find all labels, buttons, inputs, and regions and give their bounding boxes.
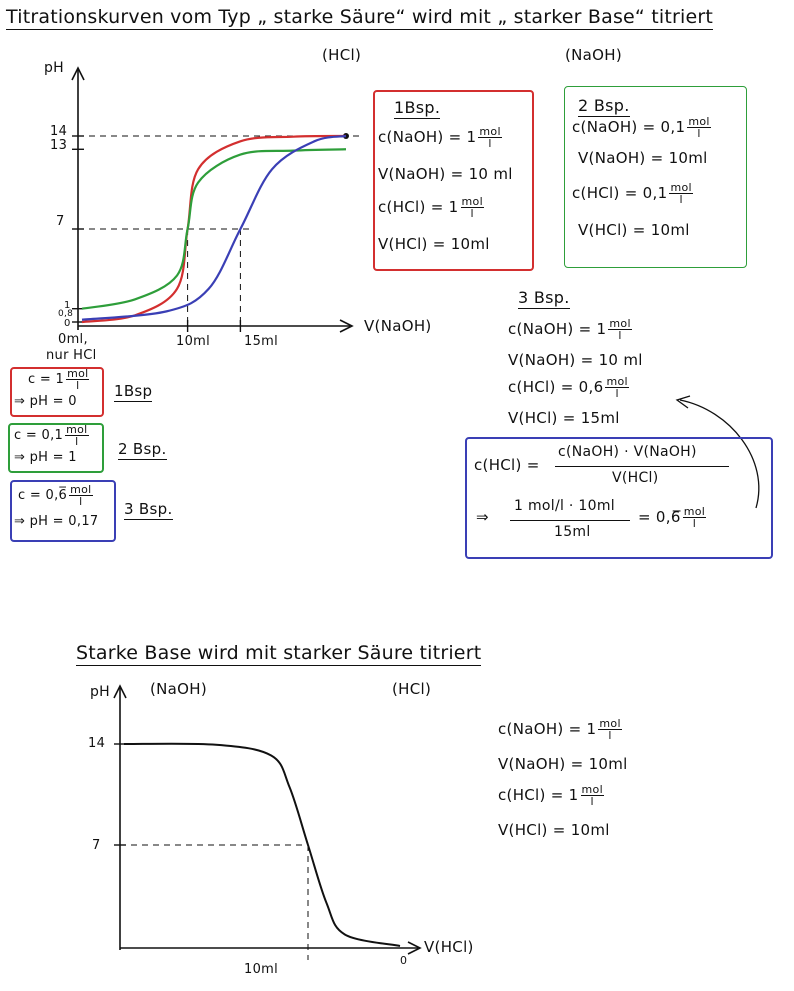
example-2-line: V(HCl) = 10ml xyxy=(578,221,690,239)
chart1-ytick: 7 xyxy=(56,214,65,229)
chart1-ylabel: pH xyxy=(44,60,65,76)
data-2-line: V(HCl) = 10ml xyxy=(498,821,610,839)
chart1-ytick: 0 xyxy=(64,318,71,329)
formula-result: = 0,6̅ $\frac{\text{mol}}{l}$ xyxy=(638,505,706,530)
chart2-acid-label: (HCl) xyxy=(392,680,432,698)
chart1-xtick: 15ml xyxy=(244,334,279,349)
formula-lhs: c(HCl) = xyxy=(474,456,540,474)
chart1-xtick: nur HCl xyxy=(46,348,97,363)
example-3-line: V(NaOH) = 10 ml xyxy=(508,351,643,369)
formula-bar xyxy=(555,466,729,467)
legend-2-label: 2 Bsp. xyxy=(118,440,167,458)
legend-2-ph: ⇒ pH = 1 xyxy=(14,450,77,465)
chart2-ytick: 7 xyxy=(92,838,101,853)
legend-3-ph: ⇒ pH = 0,17 xyxy=(14,514,99,529)
chart1-xtick: 0ml, xyxy=(58,332,88,347)
legend-2-conc: c = 0,1 $\frac{\text{mol}}{l}$ xyxy=(14,423,88,448)
series-line-3 xyxy=(82,136,346,320)
example-1-line: c(NaOH) = 1 $\frac{\text{mol}}{l}$ xyxy=(378,125,501,150)
chart1-xlabel: V(NaOH) xyxy=(364,317,432,335)
data-2-line: V(NaOH) = 10ml xyxy=(498,755,628,773)
chart1-ytick: 0,8 xyxy=(58,309,74,319)
legend-3-label: 3 Bsp. xyxy=(124,500,173,518)
formula-denominator: V(HCl) xyxy=(612,470,659,486)
example-2-line: c(NaOH) = 0,1 $\frac{\text{mol}}{l}$ xyxy=(572,115,710,140)
chart1-guides xyxy=(78,133,360,326)
formula-implies: ⇒ xyxy=(476,508,489,526)
chart1-ytick: 14 xyxy=(50,124,68,139)
section-2-title: Starke Base wird mit starker Säure titriert xyxy=(76,642,482,664)
chart2-guides xyxy=(114,744,308,960)
example-2-line: c(HCl) = 0,1 $\frac{\text{mol}}{l}$ xyxy=(572,181,692,206)
example-1-title: 1Bsp. xyxy=(394,98,441,117)
example-2-line: V(NaOH) = 10ml xyxy=(578,149,708,167)
legend-1-label: 1Bsp xyxy=(114,382,153,400)
formula-numerator-2: 1 mol/l · 10ml xyxy=(514,498,615,514)
formula-bar-2 xyxy=(510,520,630,521)
data-2-line: c(HCl) = 1 $\frac{\text{mol}}{l}$ xyxy=(498,783,603,808)
example-1-line: c(HCl) = 1 $\frac{\text{mol}}{l}$ xyxy=(378,195,483,220)
data-2-line: c(NaOH) = 1 $\frac{\text{mol}}{l}$ xyxy=(498,717,621,742)
chart2-ytick: 14 xyxy=(88,736,106,751)
formula-denominator-2: 15ml xyxy=(554,524,591,540)
chart1-ticks xyxy=(72,136,240,332)
formula-numerator: c(NaOH) · V(NaOH) xyxy=(558,444,697,460)
chart1-ytick: 13 xyxy=(50,138,68,153)
chart2-xtick: 10ml xyxy=(244,962,279,977)
chart1-ytick: 1 xyxy=(64,300,71,311)
example-3-line: c(HCl) = 0,6 $\frac{\text{mol}}{l}$ xyxy=(508,375,628,400)
example-3-title: 3 Bsp. xyxy=(518,288,570,307)
example-1-line: V(NaOH) = 10 ml xyxy=(378,165,513,183)
example-3-line: V(HCl) = 15ml xyxy=(508,409,620,427)
legend-3-conc: c = 0,6̅ $\frac{\text{mol}}{l}$ xyxy=(18,483,92,508)
example-1-line: V(HCl) = 10ml xyxy=(378,235,490,253)
example-3-line: c(NaOH) = 1 $\frac{\text{mol}}{l}$ xyxy=(508,317,631,342)
legend-1-ph: ⇒ pH = 0 xyxy=(14,394,77,409)
chart2-xlabel: V(HCl) xyxy=(424,938,474,956)
base-label: (NaOH) xyxy=(565,46,623,64)
chart2-ylabel: pH xyxy=(90,684,111,700)
chart2-base-label: (NaOH) xyxy=(150,680,208,698)
chart2-axes xyxy=(114,686,420,954)
acid-label: (HCl) xyxy=(322,46,362,64)
chart1-axes xyxy=(72,68,352,332)
chart2-xtick: 0 xyxy=(400,954,408,967)
legend-1-conc: c = 1 $\frac{\text{mol}}{l}$ xyxy=(28,367,89,392)
example-2-title: 2 Bsp. xyxy=(578,96,630,115)
page-title: Titrationskurven vom Typ „ starke Säure“ wird mit „ starker Base“ titriert xyxy=(6,6,714,28)
chart1-xtick: 10ml xyxy=(176,334,211,349)
